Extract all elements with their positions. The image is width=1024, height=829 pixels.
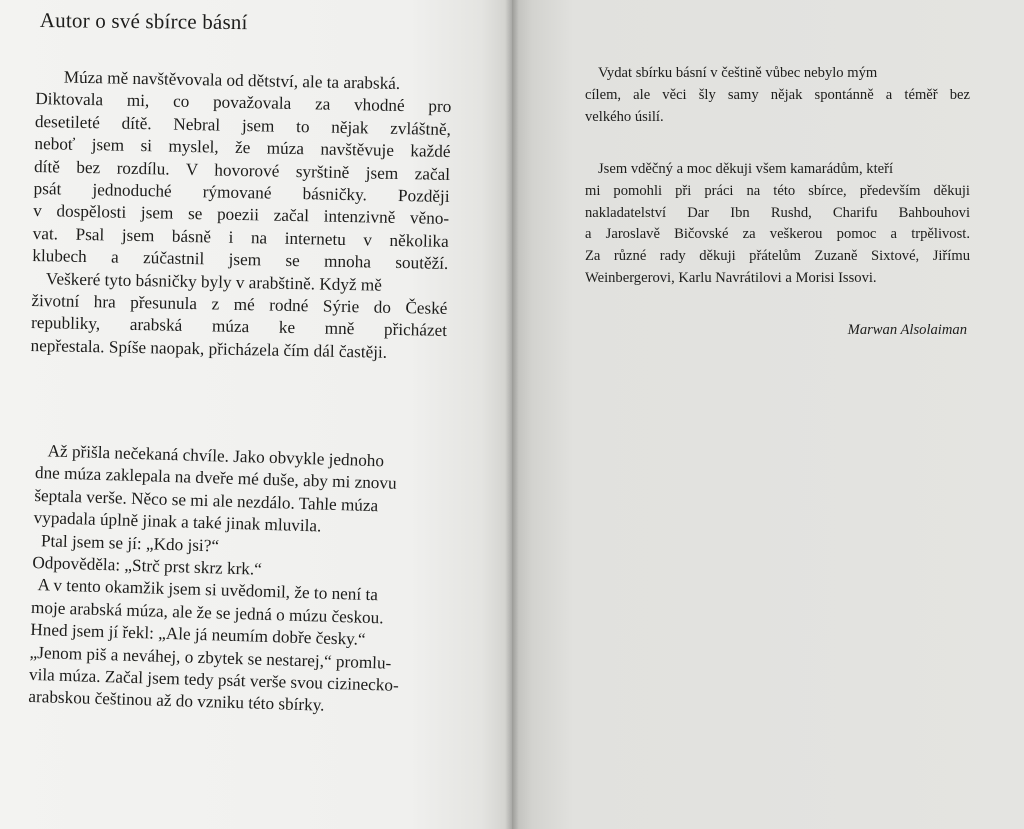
text-line: klubech a zúčastnil jsem se mnoha soutěží. bbox=[32, 246, 449, 274]
left-paragraph-1 bbox=[30, 66, 452, 365]
text-line: dítě bez rozdílu. V hovorové syrštině jsem začal bbox=[33, 156, 451, 184]
text-line: velkého úsilí. bbox=[585, 108, 664, 125]
text-line: moje arabská múza, ale že se jedná o múzu českou. bbox=[30, 597, 384, 628]
text-line: vila múza. Začal jsem tedy psát verše svou cizinecko- bbox=[28, 664, 400, 695]
text-line: mi pomohli při práci na této sbírce, především děkuji bbox=[585, 182, 970, 199]
text-line: A v tento okamžik jsem si uvědomil, že to není ta bbox=[37, 575, 379, 605]
text-line: v dospělosti jsem se poezii začal intenzivně věno- bbox=[33, 201, 450, 229]
text-line: Vydat sbírku básní v češtině vůbec nebylo mým bbox=[598, 65, 878, 81]
text-line: vypadala úplně jinak a také jinak mluvila. bbox=[33, 508, 322, 536]
book-gutter bbox=[505, 0, 519, 829]
text-line: neboť jsem si myslel, že múza navštěvuje každé bbox=[34, 134, 451, 162]
text-line: Až přišla nečekaná chvíle. Jako obvykle jednoho bbox=[47, 441, 385, 471]
text-line: a Jaroslavě Bičovské za veškerou pomoc a trpělivost. bbox=[585, 226, 970, 243]
text-line: Jsem vděčný a moc děkuji všem kamarádům, kteří bbox=[598, 161, 894, 177]
right-paragraph-2 bbox=[585, 159, 970, 290]
text-line: Weinbergerovi, Karlu Navrátilovi a Morisi Issovi. bbox=[585, 269, 877, 286]
text-line: psát jednoduché rýmované básničky. Později bbox=[33, 179, 450, 206]
text-line: arabskou češtinou až do vzniku této sbírky. bbox=[28, 687, 325, 716]
text-line: Hned jsem jí řekl: „Ale já neumím dobře česky.“ bbox=[30, 620, 366, 650]
text-line: životní hra přesunula z mé rodné Sýrie do České bbox=[31, 291, 448, 319]
text-line: nakladatelství Dar Ibn Rushd, Charifu Bahbouhovi bbox=[585, 204, 970, 221]
text-line: Odpověděla: „Strč prst skrz krk.“ bbox=[32, 552, 263, 579]
text-line: republiky, arabská múza ke mně přicházet bbox=[30, 313, 448, 341]
left-paragraph-2 bbox=[28, 440, 452, 721]
right-paragraph-1 bbox=[585, 63, 970, 128]
text-line: desetileté dítě. Nebral jsem to nějak zvláštně, bbox=[34, 111, 452, 139]
text-line: Múza mě navštěvovala od dětství, ale ta arabská. bbox=[63, 67, 401, 93]
text-line: šeptala verše. Něco se mi ale nezdálo. Tahle múza bbox=[34, 485, 379, 515]
text-line: „Jenom piš a neváhej, o zbytek se nestarej,“ promlu- bbox=[29, 642, 392, 673]
text-line: Veškeré tyto básničky byly v arabštině. Když mě bbox=[45, 268, 383, 295]
text-line: Diktovala mi, co považovala za vhodné pro bbox=[35, 89, 452, 117]
text-line: Ptal jsem se jí: „Kdo jsi?“ bbox=[40, 530, 220, 556]
text-line: dne múza zaklepala na dveře mé duše, aby mi znovu bbox=[34, 463, 397, 494]
text-line: Za různé rady děkuji přátelům Zuzaně Sixtové, Jiřímu bbox=[585, 248, 970, 265]
text-line: nepřestala. Spíše naopak, přicházela čím dál častěji. bbox=[30, 335, 388, 362]
text-line: cílem, ale věci šly samy nějak spontánně a téměř bez bbox=[585, 86, 970, 103]
author-signature: Marwan Alsolaiman bbox=[847, 322, 967, 338]
text-line: vat. Psal jsem básně i na internetu v několika bbox=[32, 223, 449, 251]
page-title: Autor o své sbírce básní bbox=[39, 8, 248, 35]
